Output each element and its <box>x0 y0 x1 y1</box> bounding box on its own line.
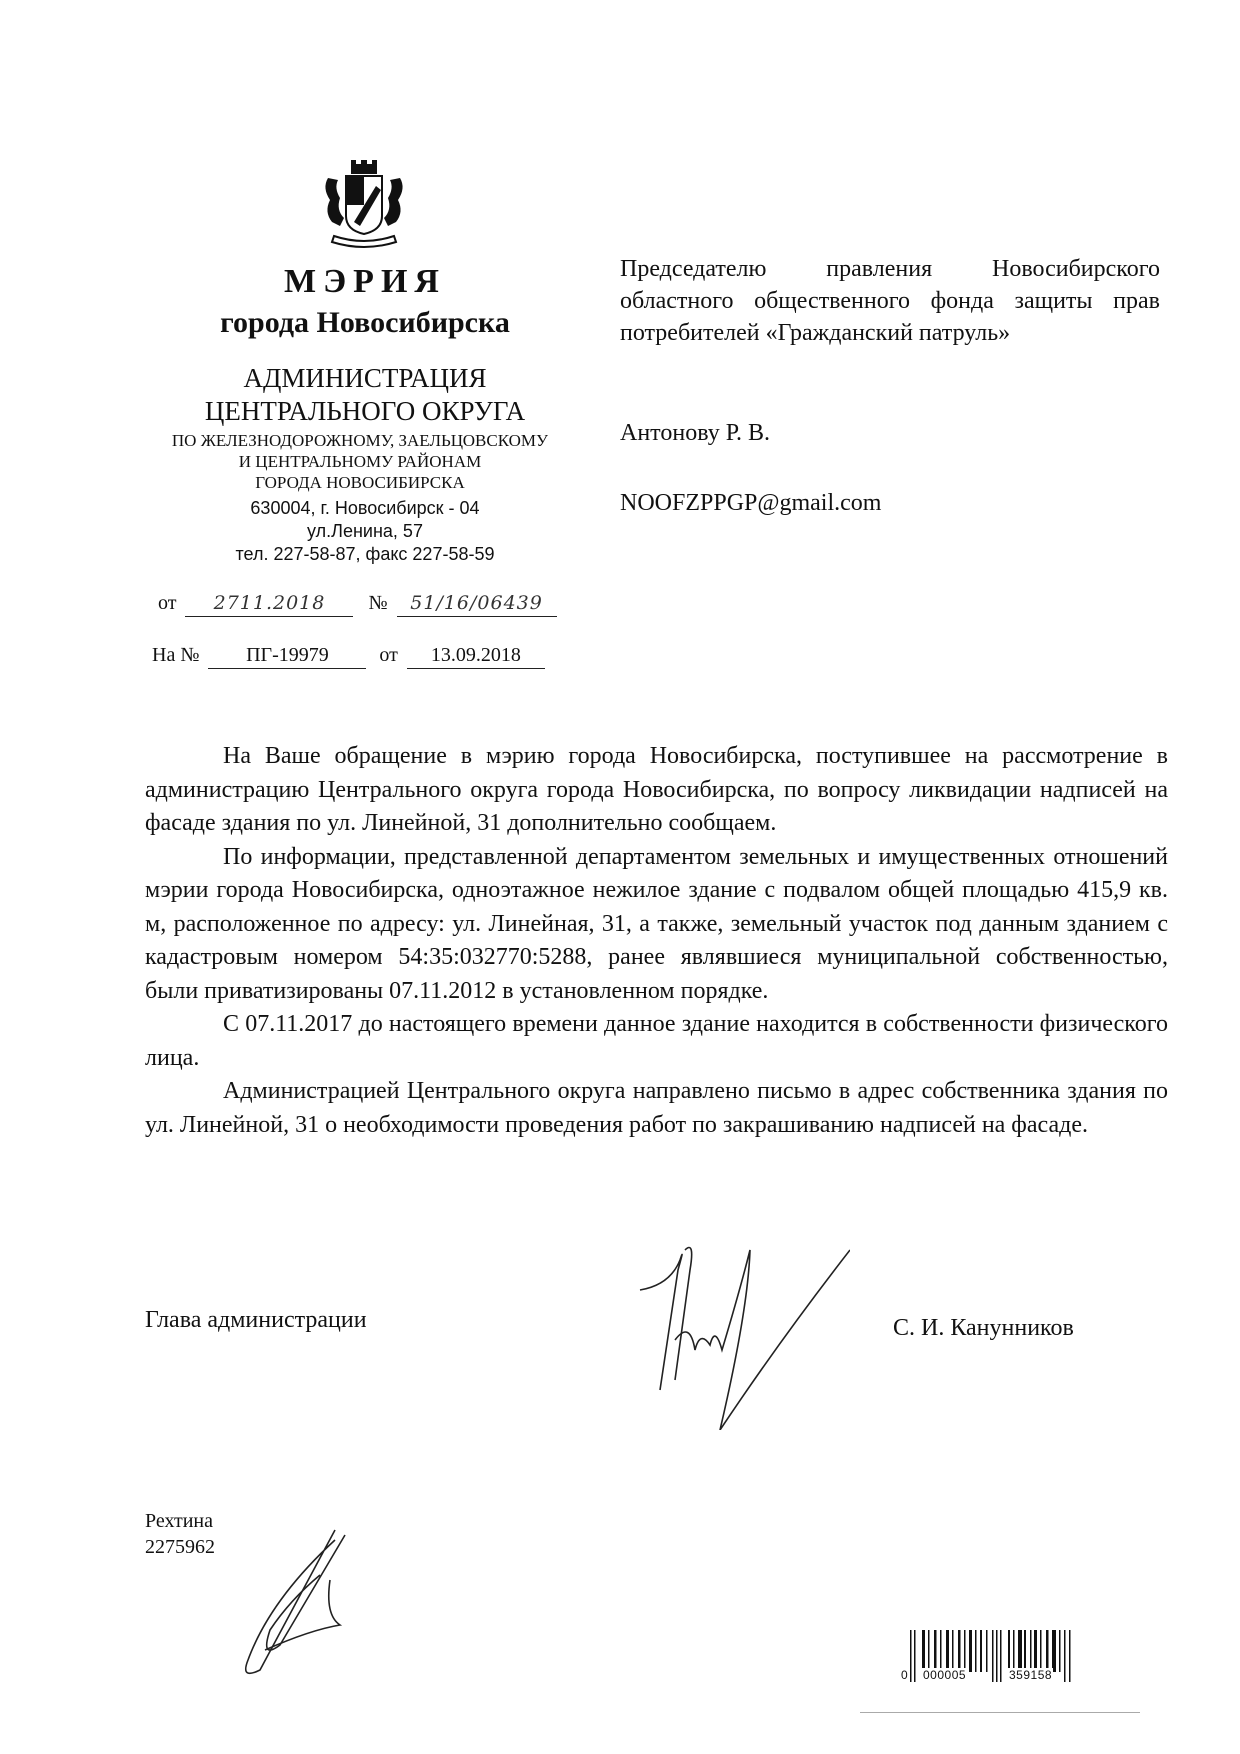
outgoing-reference <box>158 590 561 617</box>
letter-body <box>145 740 1168 1142</box>
from-label: от <box>158 592 177 614</box>
body-paragraph: С 07.11.2017 до настоящего времени данное здание находится в собственности физического лица. <box>145 1011 1168 1071</box>
admin-sub-3: ГОРОДА НОВОСИБИРСКА <box>255 473 465 492</box>
coat-of-arms-icon <box>318 160 410 252</box>
executor-phone: 2275962 <box>145 1536 215 1558</box>
outgoing-date: 2711.2018 <box>185 590 353 617</box>
outgoing-number: 51/16/06439 <box>397 590 557 617</box>
admin-line-2: ЦЕНТРАЛЬНОГО ОКРУГА <box>204 396 526 426</box>
barcode-digit-left: 0 <box>901 1668 909 1682</box>
body-paragraph: По информации, представленной департаментом земельных и имущественных отношений мэрии города Новосибирска, одноэтажное нежилое здание с подвалом общей площадью 415,9 кв. м, расположенное по адресу: ул. Линейная, 31, а также, земельный участок под данным зданием с кадастровым номером 54:35:032770:5288, ранее являвшиеся муниципальной собственностью, были приватизированы 07.11.2012 в установленном порядке. <box>145 843 1168 1004</box>
incoming-number: ПГ-19979 <box>208 642 366 669</box>
executor-signature-icon <box>200 1520 360 1680</box>
recipient-name: Антонову Р. В. <box>620 420 771 446</box>
signatory-name: С. И. Канунников <box>893 1315 1074 1341</box>
address-line-1: 630004, г. Новосибирск - 04 <box>250 498 480 518</box>
org-title: МЭРИЯ <box>284 263 446 300</box>
handwritten-signature-icon <box>600 1230 850 1430</box>
executor-name: Рехтина <box>145 1510 213 1532</box>
admin-contacts <box>150 497 580 566</box>
admin-line-1: АДМИНИСТРАЦИЯ <box>243 363 487 393</box>
bottom-divider <box>860 1712 1140 1713</box>
body-paragraph: На Ваше обращение в мэрию города Новосибирска, поступившее на рассмотрение в администрацию Центрального округа города Новосибирска, по вопросу ликвидации надписей на фасаде здания по ул. Линейной, 31 дополнительно сообщаем. <box>145 743 1168 836</box>
admin-title <box>150 362 580 428</box>
barcode-digits-mid: 000005 <box>923 1668 967 1682</box>
incoming-date: 13.09.2018 <box>407 642 545 669</box>
body-paragraph: Администрацией Центрального округа направлено письмо в адрес собственника здания по ул. Линейной, 31 о необходимости проведения работ по закрашиванию надписей на фасаде. <box>145 1078 1168 1138</box>
phone-line: тел. 227-58-87, факс 227-58-59 <box>235 544 495 564</box>
number-label: № <box>368 592 388 614</box>
reply-label: На № <box>152 644 200 666</box>
admin-subtitle <box>140 430 580 493</box>
recipient-email[interactable]: NOOFZPPGP@gmail.com <box>620 490 882 516</box>
address-line-2: ул.Ленина, 57 <box>307 521 423 541</box>
admin-sub-1: ПО ЖЕЛЕЗНОДОРОЖНОМУ, ЗАЕЛЬЦОВСКОМУ <box>171 431 549 450</box>
signatory-title: Глава администрации <box>145 1307 367 1333</box>
recipient-position: Председателю правления Новосибирского областного общественного фонда защиты прав потребителей «Гражданский патруль» <box>620 256 1160 346</box>
incoming-reference <box>152 642 549 669</box>
reply-date-label: от <box>379 644 398 666</box>
barcode-digits-right: 359158 <box>1009 1668 1053 1682</box>
org-city: города Новосибирска <box>220 306 510 339</box>
admin-sub-2: И ЦЕНТРАЛЬНОМУ РАЙОНАМ <box>238 452 482 471</box>
